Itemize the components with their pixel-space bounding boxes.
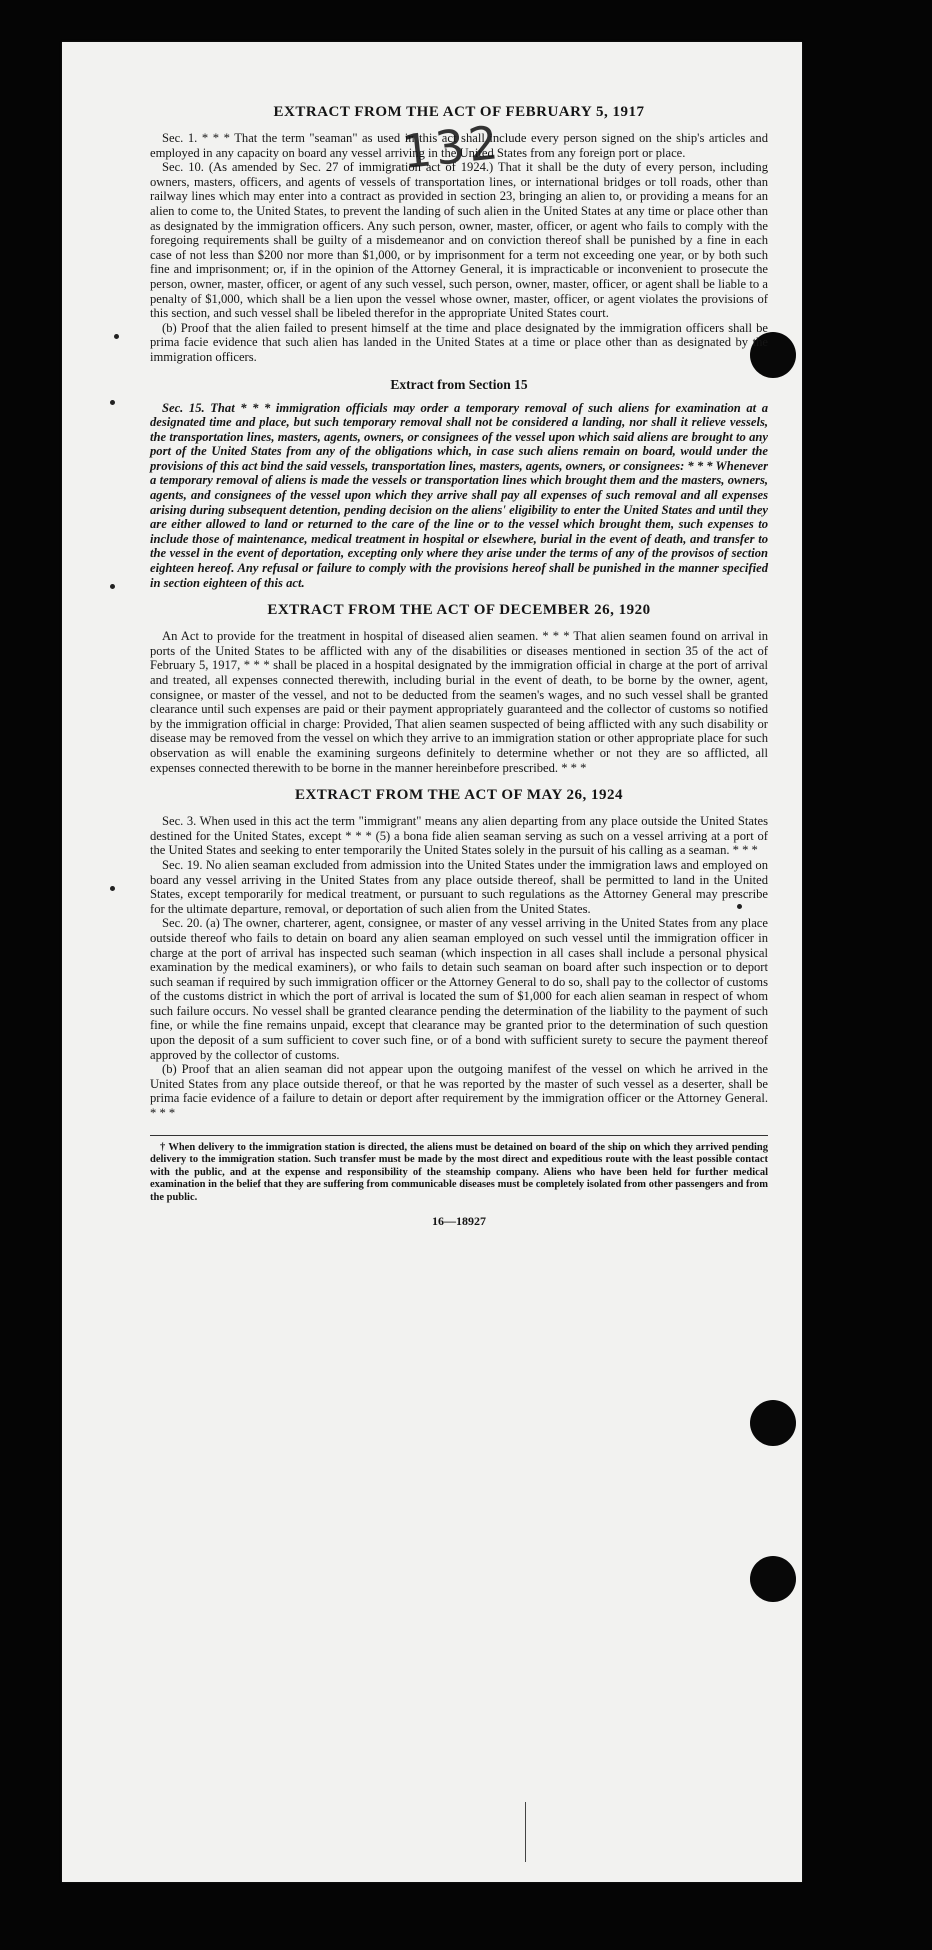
paragraph: (b) Proof that an alien seaman did not appear upon the outgoing manifest of the vessel on which he arrived in the United States from any place outside thereof, or that he was reported by the master of such vessel as a deserter, shall be prima facie evidence of a failure to detain or deport after requirement by the immigration officer or the Attorney General. * * * [150,1062,768,1121]
punch-hole-2 [750,1400,796,1446]
section-act-dec-1920 [150,602,768,775]
paragraph: Sec. 10. (As amended by Sec. 27 of immigration act of 1924.) That it shall be the duty of every person, including owners, masters, officers, and agents of vessels of transportation lines, or international bridges or toll roads, other than railway lines which may enter into a contract as provided in section 23, bringing an alien to, or providing a means for an alien to come to, the United States, to prevent the landing of such alien in the United States at any time or place other than as designated by the immigration officers. Any such person, owner, master, officer, or agent who fails to comply with the foregoing requirements shall be guilty of a misdemeanor and on conviction thereof shall be punished by a fine in each case of not less than $200 nor more than $1,000, or by imprisonment for a term not exceeding one year, or by both such fine and imprisonment; or, if in the opinion of the Attorney General, it is impracticable or inconvenient to prosecute the person, owner, master, officer, or agent of any such vessel, such person, owner, master, officer, or agent shall be liable to a penalty of $1,000, which shall be a lien upon the vessel whose owner, master, officer, or agent violates the provisions of this section, and such vessel shall be libeled therefor in the appropriate United States court. [150,160,768,321]
paragraph: (b) Proof that the alien failed to present himself at the time and place designated by the immigration officers shall be prima facie evidence that such alien has landed in the United States at a time or place other than as designated by the immigration officers. [150,320,768,364]
handwritten-page-mark: 132 [399,114,505,180]
stray-mark [114,334,119,339]
fold-line [525,1802,526,1862]
paragraph: Sec. 15. That * * * immigration officials may order a temporary removal of such aliens for examination at a designated time and place, but such temporary removal shall not be considered a landing, nor shall it relieve vessels, the transportation lines, masters, agents, owners, or consignees of the vessel upon which said aliens are brought to any port of the United States from any of the obligations which, in case such aliens remain on board, would under the provisions of this act bind the said vessels, transportation lines, masters, agents, owners, or consignees: * * * Whenever a temporary removal of aliens is made the vessels or transportation lines which brought them and the masters, owners, agents, and consignees of the vessel upon which they arrive shall pay all expenses of such removal and all expenses arising during subsequent detention, pending decision on the aliens' eligibility to enter the United States and until they are either allowed to land or returned to the care of the line or to the vessel which brought them, such expenses to include those of maintenance, medical treatment in hospital or elsewhere, burial in the event of death, and transfer to the vessel in the event of deportation, excepting only where they arise under the terms of any of the provisos of section eighteen hereof. Any refusal or failure to comply with the provisions hereof shall be punished in the manner specified in section eighteen of this act. [150,400,768,590]
page-number: 16—18927 [432,1214,486,1229]
stray-mark [110,400,115,405]
paragraph: Sec. 3. When used in this act the term "immigrant" means any alien departing from any place outside the United States destined for the United States, except * * * (5) a bona fide alien seaman serving as such on a vessel arriving at a port of the United States and seeking to enter temporarily the United States solely in the pursuit of his calling as a seaman. * * * [150,814,768,858]
paragraph: An Act to provide for the treatment in hospital of diseased alien seamen. * * * That alien seamen found on arrival in ports of the United States to be afflicted with any of the disabilities or diseases mentioned in section 35 of the act of February 5, 1917, * * * shall be placed in a hospital designated by the immigration official in charge at the port of arrival and treated, all expenses connected therewith, including burial in the event of death, to be borne by the owner, agent, consignee, or master of the vessel, and not to be deducted from the seamen's wages, and no such vessel shall be granted clearance until such expenses are paid or their payment appropriately guaranteed and the collector of customs so notified by the immigration official in charge: Provided, That alien seamen suspected of being afflicted with any such disability or disease may be removed from the vessel on which they arrive to an immigration station or other appropriate place for such observation as will enable the examining surgeons definitely to determine whether or not they are so afflicted, all expenses connected therewith to be borne in the manner hereinbefore prescribed. * * * [150,629,768,775]
document-body [150,104,768,1229]
section-extract-15 [150,377,768,591]
paragraph: Sec. 20. (a) The owner, charterer, agent, consignee, or master of any vessel arriving in the United States from any place outside thereof who fails to detain on board any alien seaman employed on such vessel until the immigration officer in charge at the port of arrival has inspected such seaman (which inspection in all cases shall include a personal physical examination by the medical examiners), or who fails to detain such seaman on board after such inspection or to deport such seaman if required by such immigration officer or the Attorney General to do so, shall pay to the collector of customs of the customs district in which the port of arrival is located the sum of $1,000 for each alien seaman in respect of whom such failure occurs. No vessel shall be granted clearance pending the determination of the liability to the payment of such fine, or while the fine remains unpaid, except that clearance may be granted prior to the determination of such question upon the deposit of a sum sufficient to cover such fine, or of a bond with sufficient surety to secure the payment thereof approved by the collector of customs. [150,916,768,1062]
section-heading: EXTRACT FROM THE ACT OF FEBRUARY 5, 1917 [273,104,645,120]
punch-hole-3 [750,1556,796,1602]
section-act-may-1924 [150,787,768,1120]
document-page [62,42,802,1882]
section-heading: EXTRACT FROM THE ACT OF DECEMBER 26, 1920 [267,602,651,619]
stray-mark [110,584,115,589]
paragraph: Sec. 19. No alien seaman excluded from admission into the United States under the immigration laws and employed on board any vessel arriving in the United States from any place outside thereof, shall be permitted to land in the United States, except temporarily for medical treatment, or pursuant to such regulations as the Attorney General may prescribe for the ultimate departure, removal, or deportation of such alien from the United States. [150,857,768,916]
footnote-divider [150,1135,768,1136]
section-heading: Extract from Section 15 [390,376,528,392]
section-heading: EXTRACT FROM THE ACT OF MAY 26, 1924 [294,787,624,804]
footnote: † When delivery to the immigration station is directed, the aliens must be detained on board of the ship on which they arrived pending delivery to the immigration station. Such transfer must be made by the most direct and expeditious route with the least possible contact with the public, and at the expense and responsibility of the steamship company. Aliens who have been held for further medical examination in the belief that they are suffering from communicable diseases must be completely isolated from other passengers and from the public. [150,1141,768,1203]
stray-mark [110,886,115,891]
paragraph: Sec. 1. * * * That the term "seaman" as used in this act shall include every person signed on the ship's articles and employed in any capacity on board any vessel arriving in the United States from any foreign port or place. [150,131,768,160]
section-act-feb-1917 [150,104,768,365]
